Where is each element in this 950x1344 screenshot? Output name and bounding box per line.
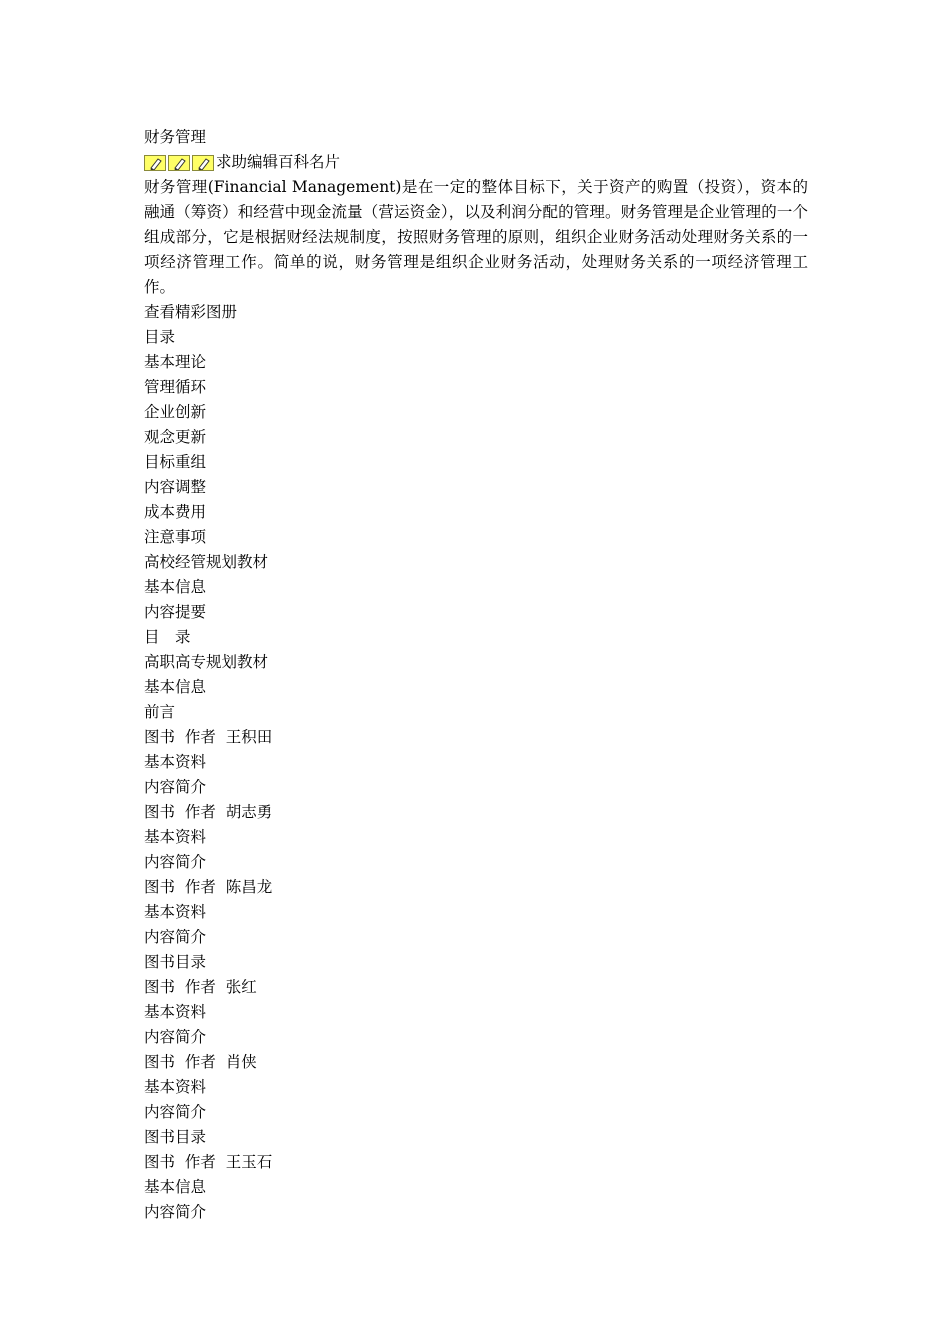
list-item: 图书 作者 陈昌龙 xyxy=(144,878,273,896)
list-item: 基本资料 xyxy=(144,753,207,771)
list-item: 基本资料 xyxy=(144,828,207,846)
help-edit-link[interactable]: 求助编辑百科名片 xyxy=(216,153,341,171)
list-item: 图书 作者 张红 xyxy=(144,978,257,996)
intro-paragraph: 财务管理(Financial Management)是在一定的整体目标下，关于资产的购置（投资），资本的融通（筹资）和经营中现金流量（营运资金），以及利润分配的管理。财务管理是企业管理的一个组成部分，它是根据财经法规制度，按照财务管理的原则，组织企业财务活动处理财务关系的一项经济管理工作。简单的说，财务管理是组织企业财务活动，处理财务关系的一项经济管理工作。 xyxy=(144,178,808,296)
list-item: 注意事项 xyxy=(144,528,207,546)
list-item: 内容简介 xyxy=(144,1103,207,1121)
list-item: 内容简介 xyxy=(144,1028,207,1046)
list-item: 企业创新 xyxy=(144,403,207,421)
list-item: 图书目录 xyxy=(144,1128,207,1146)
list-item: 基本信息 xyxy=(144,678,207,696)
list-item: 内容简介 xyxy=(144,778,207,796)
list-item: 图书 作者 王积田 xyxy=(144,728,273,746)
edit-pencil-icon[interactable] xyxy=(144,155,166,171)
list-item: 目录 xyxy=(144,328,176,346)
list-item: 图书 作者 王玉石 xyxy=(144,1153,273,1171)
document-page xyxy=(144,125,808,1225)
edit-pencil-icon[interactable] xyxy=(192,155,214,171)
edit-pencil-icon[interactable] xyxy=(168,155,190,171)
list-item: 高职高专规划教材 xyxy=(144,653,269,671)
list-item: 内容简介 xyxy=(144,1203,207,1221)
page-title: 财务管理 xyxy=(144,128,207,146)
list-item: 管理循环 xyxy=(144,378,207,396)
list-item: 图书目录 xyxy=(144,953,207,971)
list-item: 观念更新 xyxy=(144,428,207,446)
list-item: 目 录 xyxy=(144,628,191,646)
help-edit-row xyxy=(144,150,808,175)
list-item: 内容简介 xyxy=(144,928,207,946)
list-item: 内容简介 xyxy=(144,853,207,871)
list-item: 高校经管规划教材 xyxy=(144,553,269,571)
list-item: 基本资料 xyxy=(144,903,207,921)
content-list xyxy=(144,300,808,1225)
list-item: 内容调整 xyxy=(144,478,207,496)
list-item: 目标重组 xyxy=(144,453,207,471)
list-item: 图书 作者 肖侠 xyxy=(144,1053,257,1071)
list-item: 成本费用 xyxy=(144,503,207,521)
list-item: 基本理论 xyxy=(144,353,207,371)
list-item: 查看精彩图册 xyxy=(144,303,238,321)
list-item: 基本资料 xyxy=(144,1003,207,1021)
list-item: 图书 作者 胡志勇 xyxy=(144,803,273,821)
list-item: 基本信息 xyxy=(144,1178,207,1196)
list-item: 基本信息 xyxy=(144,578,207,596)
list-item: 内容提要 xyxy=(144,603,207,621)
list-item: 前言 xyxy=(144,703,176,721)
list-item: 基本资料 xyxy=(144,1078,207,1096)
